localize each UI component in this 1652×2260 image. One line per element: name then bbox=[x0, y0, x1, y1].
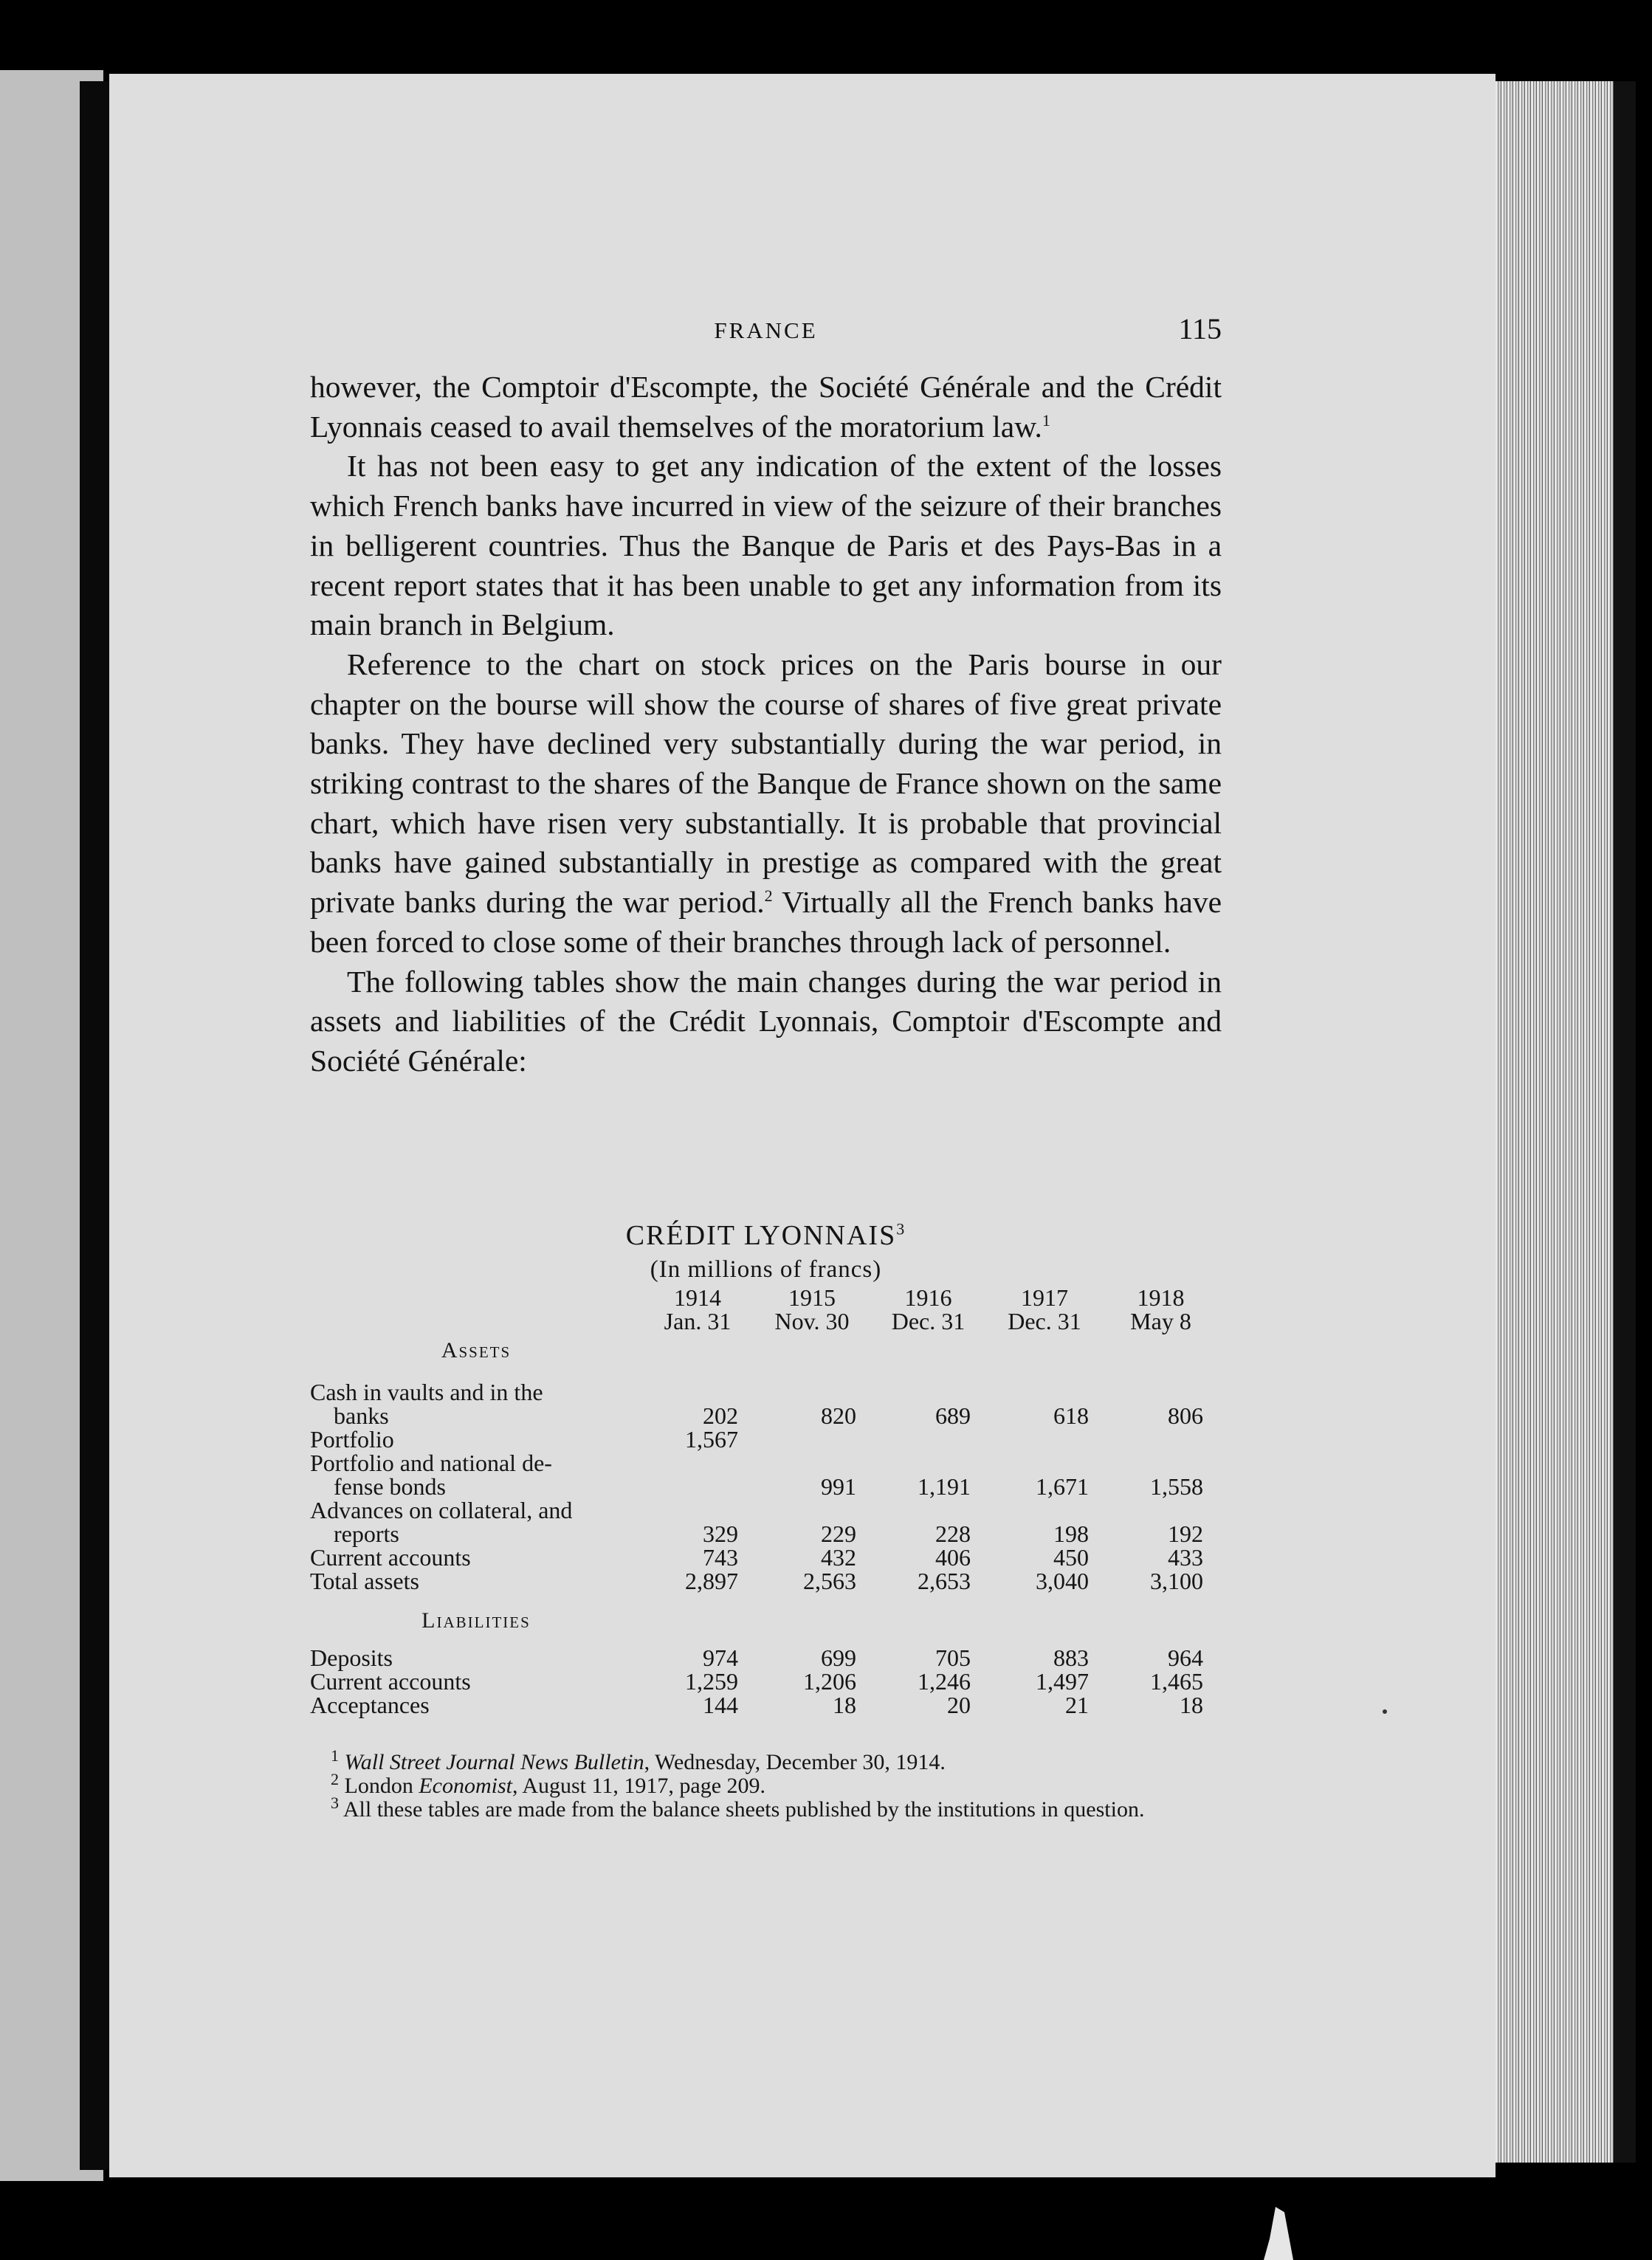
value-cell: 991 bbox=[821, 1473, 856, 1500]
value-cell: 433 bbox=[1168, 1544, 1203, 1571]
value-cell: 228 bbox=[935, 1520, 971, 1547]
row-label: Current accounts bbox=[310, 1668, 471, 1695]
value-cell: 1,206 bbox=[803, 1668, 856, 1695]
row-label: Current accounts bbox=[310, 1544, 471, 1571]
value-cell: 618 bbox=[1053, 1402, 1089, 1429]
row-label: banks bbox=[334, 1402, 389, 1429]
value-cell: 1,246 bbox=[918, 1668, 971, 1695]
table-row bbox=[310, 1693, 1218, 1717]
value-cell: 1,558 bbox=[1150, 1473, 1203, 1500]
date-header: Nov. 30 bbox=[774, 1308, 850, 1334]
table-row bbox=[310, 1522, 1218, 1546]
table-row bbox=[310, 1427, 1218, 1451]
value-cell: 1,259 bbox=[685, 1668, 738, 1695]
value-cell bbox=[1104, 1427, 1218, 1451]
running-head: FRANCE bbox=[714, 317, 818, 343]
footnote-mark: 3 bbox=[896, 1219, 906, 1238]
value-cell: 705 bbox=[935, 1644, 971, 1671]
paragraph-1: however, the Comptoir d'Escompte, the Société Générale and the Crédit Lyonnais ceased to avail themselves of the moratorium law.$^1$ bbox=[310, 370, 1222, 444]
footnotes bbox=[310, 1746, 1222, 1822]
speck bbox=[1383, 1709, 1387, 1714]
value-cell bbox=[753, 1498, 871, 1522]
table-subtitle: (In millions of francs) bbox=[650, 1256, 882, 1283]
row-label: Portfolio bbox=[310, 1426, 394, 1453]
row-label: fense bonds bbox=[334, 1473, 446, 1500]
footnote-text: , August 11, 1917, page 209. bbox=[512, 1774, 766, 1798]
year-header: 1915 bbox=[788, 1284, 836, 1311]
page-number: 115 bbox=[1178, 312, 1222, 345]
year-row bbox=[310, 1286, 1218, 1309]
value-cell: 229 bbox=[821, 1520, 856, 1547]
value-cell: 144 bbox=[703, 1692, 738, 1718]
date-header: Dec. 31 bbox=[1008, 1308, 1081, 1334]
value-cell bbox=[753, 1451, 871, 1475]
value-cell: 18 bbox=[833, 1692, 856, 1718]
footnote-text: All these tables are made from the balance sheets published by the institutions in question. bbox=[343, 1797, 1145, 1822]
value-cell: 1,567 bbox=[685, 1426, 738, 1453]
value-cell: 1,191 bbox=[918, 1473, 971, 1500]
footnote-text: , Wednesday, December 30, 1914. bbox=[644, 1750, 946, 1774]
book-gutter bbox=[80, 81, 111, 2170]
table-row bbox=[310, 1475, 1218, 1498]
footnote-mark: 2 bbox=[764, 886, 773, 906]
table-row bbox=[310, 1404, 1218, 1427]
value-cell: 1,497 bbox=[1036, 1668, 1089, 1695]
footnote-number: 3 bbox=[331, 1794, 339, 1812]
row-label: Cash in vaults and in the bbox=[310, 1379, 543, 1405]
value-cell: 689 bbox=[935, 1402, 971, 1429]
paragraph-4: The following tables show the main changes during the war period in assets and liabilities of the Crédit Lyonnais, Comptoir d'Escompte and Société Générale: bbox=[310, 964, 1222, 1078]
value-cell: 21 bbox=[1065, 1692, 1089, 1718]
row-label: Advances on collateral, and bbox=[310, 1497, 573, 1523]
footnote bbox=[310, 1746, 1222, 1774]
value-cell bbox=[871, 1451, 985, 1475]
value-cell: 329 bbox=[703, 1520, 738, 1547]
value-cell bbox=[985, 1427, 1104, 1451]
year-header: 1917 bbox=[1021, 1284, 1068, 1311]
row-label: Total assets bbox=[310, 1568, 419, 1594]
value-cell: 198 bbox=[1053, 1520, 1089, 1547]
footnote-number: 1 bbox=[331, 1746, 339, 1765]
balance-sheet-table bbox=[310, 1286, 1218, 1717]
footnote-number: 2 bbox=[331, 1770, 339, 1788]
value-cell: 2,653 bbox=[918, 1568, 971, 1594]
value-cell bbox=[753, 1380, 871, 1404]
row-label: Acceptances bbox=[310, 1692, 430, 1718]
value-cell: 699 bbox=[821, 1644, 856, 1671]
value-cell bbox=[642, 1380, 753, 1404]
paper-tear bbox=[1264, 2207, 1293, 2260]
value-cell bbox=[642, 1475, 753, 1498]
paragraph-2: It has not been easy to get any indication of the extent of the losses which French banks have incurred in view of the seizure of their branches in belligerent countries. Thus the Banque de Paris et des Pays-Bas in a recent report states that it has been unable to get any information from its main branch in Belgium. bbox=[310, 449, 1222, 642]
table-row bbox=[310, 1498, 1218, 1522]
value-cell: 20 bbox=[947, 1692, 971, 1718]
row-label: Deposits bbox=[310, 1644, 393, 1671]
table-row bbox=[310, 1380, 1218, 1404]
value-cell: 743 bbox=[703, 1544, 738, 1571]
value-cell bbox=[985, 1498, 1104, 1522]
footnote-source-title: Economist bbox=[419, 1774, 512, 1798]
date-row bbox=[310, 1309, 1218, 1333]
value-cell bbox=[642, 1451, 753, 1475]
value-cell: 450 bbox=[1053, 1544, 1089, 1571]
body-text bbox=[310, 368, 1222, 1081]
value-cell: 2,897 bbox=[685, 1568, 738, 1594]
date-header: Jan. 31 bbox=[664, 1308, 732, 1334]
value-cell: 820 bbox=[821, 1402, 856, 1429]
value-cell bbox=[871, 1498, 985, 1522]
table-row bbox=[310, 1451, 1218, 1475]
value-cell bbox=[1104, 1451, 1218, 1475]
value-cell: 192 bbox=[1168, 1520, 1203, 1547]
value-cell: 18 bbox=[1180, 1692, 1203, 1718]
value-cell: 1,671 bbox=[1036, 1473, 1089, 1500]
value-cell bbox=[1104, 1380, 1218, 1404]
assets-heading: Assets bbox=[441, 1338, 512, 1362]
value-cell bbox=[985, 1380, 1104, 1404]
year-header: 1914 bbox=[674, 1284, 721, 1311]
table-row bbox=[310, 1646, 1218, 1670]
value-cell: 432 bbox=[821, 1544, 856, 1571]
value-cell: 3,100 bbox=[1150, 1568, 1203, 1594]
footnote-source-title: Wall Street Journal News Bulletin bbox=[344, 1750, 644, 1774]
year-header: 1916 bbox=[904, 1284, 952, 1311]
value-cell: 883 bbox=[1053, 1644, 1089, 1671]
value-cell bbox=[985, 1451, 1104, 1475]
value-cell: 3,040 bbox=[1036, 1568, 1089, 1594]
page-stack-edge bbox=[1496, 81, 1614, 2163]
table-row bbox=[310, 1569, 1218, 1593]
value-cell: 974 bbox=[703, 1644, 738, 1671]
paragraph-3: Reference to the chart on stock prices on the Paris bourse in our chapter on the bourse will show the course of shares of five great private banks. They have declined very substantially during the war period, in striking contrast to the shares of the Banque de France shown on the same chart, which have risen very substantially. It is probable that provincial banks have gained substantially in prestige as compared with the great private banks during the war period.$^2$ Virtually all the French banks have been forced to close some of their branches through lack of personnel. bbox=[310, 647, 1222, 959]
footnote-text: London bbox=[344, 1774, 419, 1798]
value-cell: 806 bbox=[1168, 1402, 1203, 1429]
date-header: May 8 bbox=[1130, 1308, 1191, 1334]
value-cell: 1,465 bbox=[1150, 1668, 1203, 1695]
row-label: reports bbox=[334, 1520, 399, 1547]
table-title: CRÉDIT LYONNAIS$^3$ bbox=[625, 1219, 906, 1251]
liabilities-heading: Liabilities bbox=[421, 1608, 531, 1633]
value-cell bbox=[871, 1427, 985, 1451]
value-cell bbox=[753, 1427, 871, 1451]
row-label: Portfolio and national de- bbox=[310, 1450, 552, 1476]
value-cell bbox=[1104, 1498, 1218, 1522]
value-cell bbox=[642, 1498, 753, 1522]
table-row bbox=[310, 1546, 1218, 1569]
value-cell: 202 bbox=[703, 1402, 738, 1429]
footnote-mark: 1 bbox=[1042, 410, 1050, 430]
value-cell: 964 bbox=[1168, 1644, 1203, 1671]
value-cell bbox=[871, 1380, 985, 1404]
year-header: 1918 bbox=[1137, 1284, 1185, 1311]
value-cell: 406 bbox=[935, 1544, 971, 1571]
footnote bbox=[310, 1794, 1222, 1822]
footnote bbox=[310, 1770, 1222, 1798]
table-row bbox=[310, 1670, 1218, 1693]
value-cell: 2,563 bbox=[803, 1568, 856, 1594]
date-header: Dec. 31 bbox=[891, 1308, 966, 1334]
